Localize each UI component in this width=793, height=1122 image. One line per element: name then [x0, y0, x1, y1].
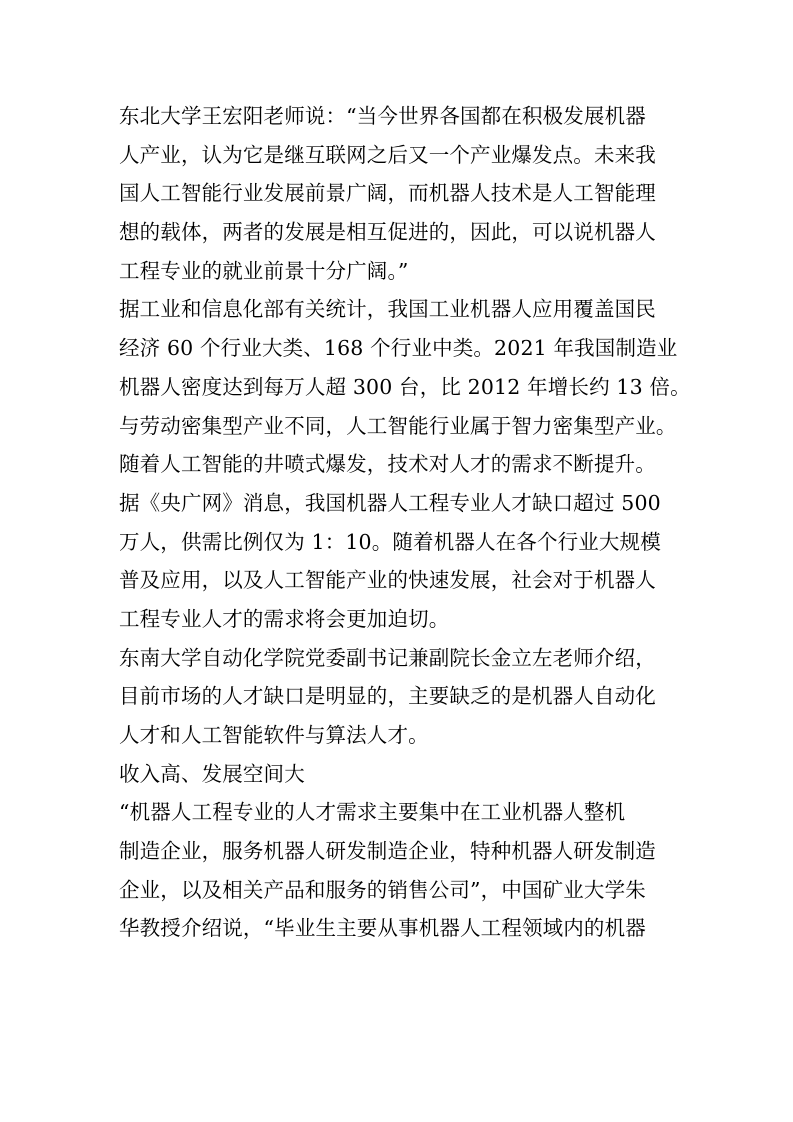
paragraph-industry-statistics — [119, 290, 689, 638]
section-heading — [119, 755, 689, 794]
paragraph-wang-hongyang-quote — [119, 97, 689, 290]
text-line: 工程专业人才的需求将会更加迫切。 — [119, 606, 450, 631]
section-heading-text: 收入高、发展空间大 — [119, 761, 305, 786]
text-line: 人才和人工智能软件与算法人才。 — [119, 723, 429, 747]
text-line: 工程专业的就业前景十分广阔。” — [119, 258, 409, 283]
text-line: 普及应用，以及人工智能产业的快速发展，社会对于机器人 — [119, 568, 656, 593]
text-line: 想的载体，两者的发展是相互促进的，因此，可以说机器人 — [119, 220, 656, 245]
text-line: 目前市场的人才缺口是明显的，主要缺乏的是机器人自动化 — [119, 684, 656, 709]
text-line: “机器人工程专业的人才需求主要集中在工业机器人整机 — [119, 800, 626, 825]
text-line: 人产业，认为它是继互联网之后又一个产业爆发点。未来我 — [119, 142, 656, 167]
text-line: 经济 60 个行业大类、168 个行业中类。2021 年我国制造业 — [119, 336, 678, 361]
text-line: 制造企业，服务机器人研发制造企业，特种机器人研发制造 — [119, 839, 656, 864]
paragraph-zhu-hua-quote — [119, 793, 689, 948]
text-line: 与劳动密集型产业不同，人工智能行业属于智力密集型产业。 — [119, 413, 677, 438]
text-line: 随着人工智能的井喷式爆发，技术对人才的需求不断提升。 — [119, 452, 656, 477]
text-line: 国人工智能行业发展前景广阔，而机器人技术是人工智能理 — [119, 181, 656, 206]
text-line: 据《央广网》消息，我国机器人工程专业人才缺口超过 500 — [119, 490, 661, 515]
text-line: 东南大学自动化学院党委副书记兼副院长金立左老师介绍， — [119, 645, 656, 670]
paragraph-jin-lizuo-intro — [119, 639, 689, 755]
text-line: 东北大学王宏阳老师说：“当今世界各国都在积极发展机器 — [119, 104, 646, 128]
text-line: 万人，供需比例仅为 1：10。随着机器人在各个行业大规模 — [119, 529, 661, 554]
text-line: 据工业和信息化部有关统计，我国工业机器人应用覆盖国民 — [119, 297, 656, 322]
text-line: 华教授介绍说，“毕业生主要从事机器人工程领域内的机器 — [119, 916, 646, 941]
text-line: 企业，以及相关产品和服务的销售公司”，中国矿业大学朱 — [119, 877, 646, 902]
text-line: 机器人密度达到每万人超 300 台，比 2012 年增长约 13 倍。 — [119, 374, 691, 399]
document-body — [119, 97, 689, 948]
